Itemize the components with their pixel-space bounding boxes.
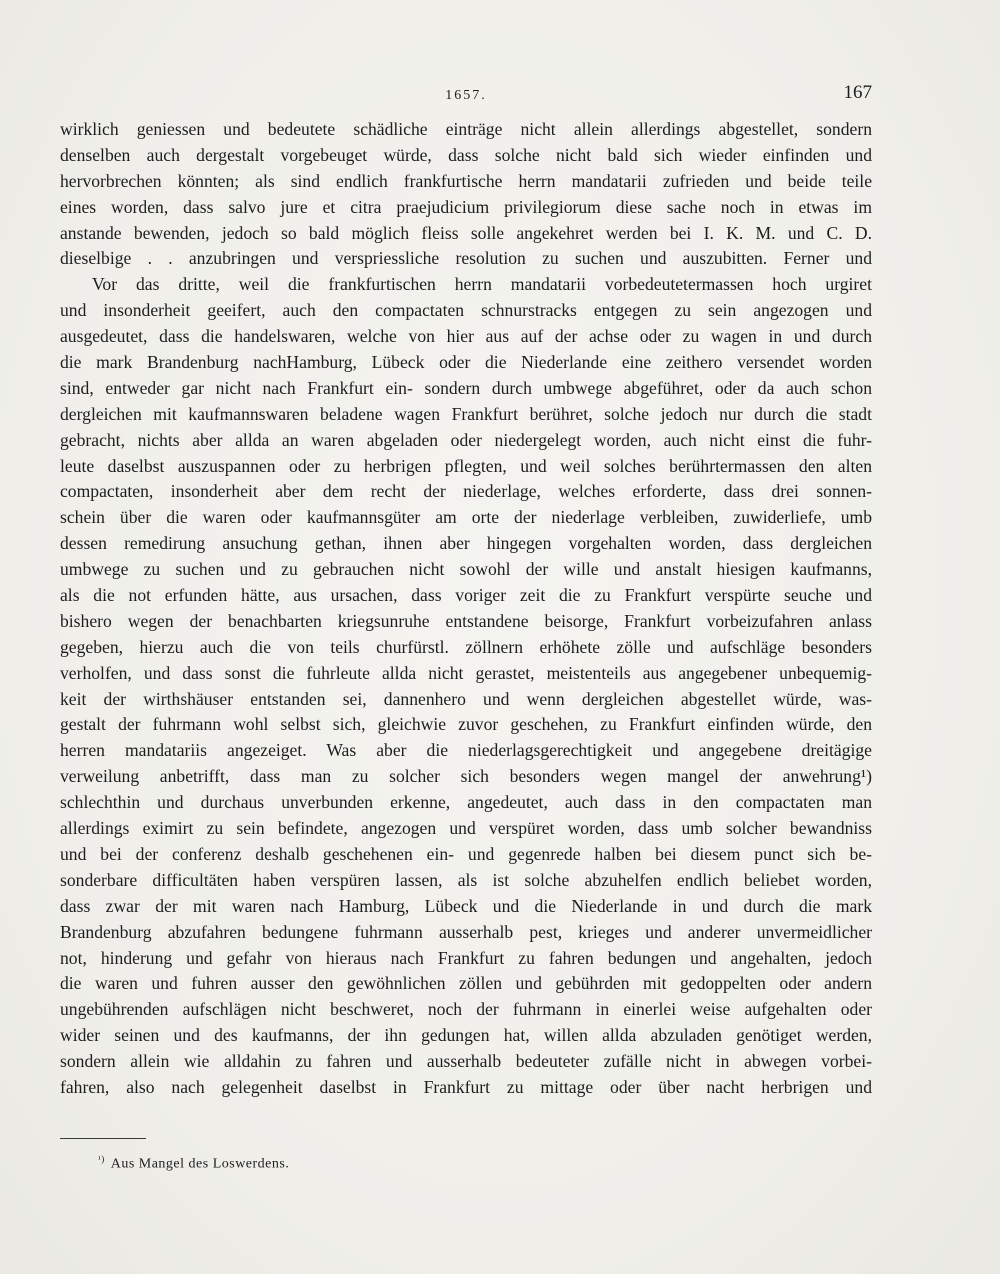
text-line: und insonderheit geeifert, auch den compactaten schnurstracks entgegen zu sein angezogen und xyxy=(60,300,872,321)
text-line: sonderbare difficultäten haben verspüren lassen, als ist solche abzuhelfen endlich beliebet worden, xyxy=(60,869,872,890)
text-line: schlechthin und durchaus unverbunden erkenne, angedeutet, auch dass in den compactaten man xyxy=(60,792,872,813)
text-line: sind, entweder gar nicht nach Frankfurt ein- sondern durch umbwege abgeführet, oder da auch schon xyxy=(60,377,872,398)
text-line: und bei der conferenz deshalb geschehenen ein- und gegenrede halben bei diesem punct sich be- xyxy=(60,843,872,864)
footnote-text: Aus Mangel des Loswerdens. xyxy=(110,1156,290,1172)
text-line: keit der wirthshäuser entstanden sei, dannenhero und wenn dergleichen abgestellet würde, was- xyxy=(60,688,872,709)
footnote-divider xyxy=(60,1138,146,1139)
text-line: fahren, also nach gelegenheit daselbst in Frankfurt zu mittage oder über nacht herbrigen und xyxy=(60,1076,872,1097)
page-number: 167 xyxy=(843,82,872,103)
text-line: dessen remedirung ansuchung gethan, ihnen aber hingegen vorgehalten worden, dass dergleichen xyxy=(60,533,872,554)
text-line: ausgedeutet, dass die handelswaren, welche von hier aus auf der achse oder zu wagen in und durch xyxy=(60,326,872,347)
text-line: die waren und fuhren ausser den gewöhnlichen zöllen und gebührden mit gedoppelten oder andern xyxy=(60,973,872,994)
text-line: Brandenburg abzufahren bedungene fuhrmann ausserhalb pest, krieges und anderer unvermeidlicher xyxy=(60,921,872,942)
text-line: verholfen, und dass sonst die fuhrleute allda nicht gerastet, meistenteils aus angegebener unbequemig- xyxy=(60,662,872,683)
text-line: denselben auch dergestalt vorgebeuget würde, dass solche nicht bald sich wieder einfinden und xyxy=(60,144,872,165)
text-line: schein über die waren oder kaufmannsgüter am orte der niederlage verbleiben, zuwiderliefe, umb xyxy=(60,507,872,528)
header-year: 1657. xyxy=(445,88,487,103)
text-line: dergleichen mit kaufmannswaren beladene wagen Frankfurt berühret, solche jedoch nur durch die stadt xyxy=(60,403,872,424)
text-line: compactaten, insonderheit aber dem recht der niederlage, welches erforderte, dass drei sonnen- xyxy=(60,481,872,502)
text-line: als die not erfunden hätte, aus ursachen, dass voriger zeit die zu Frankfurt verspürte seuche und xyxy=(60,585,872,606)
text-line: umbwege zu suchen und zu gebrauchen nicht sowohl der wille und anstalt hiesigen kaufmanns, xyxy=(60,559,872,580)
text-line: Vor das dritte, weil die frankfurtischen herrn mandatarii vorbedeutetermassen hoch urgiret xyxy=(92,274,872,295)
text-line: gebracht, nichts aber allda an waren abgeladen oder niedergelegt worden, auch nicht einst die fuhr- xyxy=(60,429,872,450)
text-line: wider seinen und des kaufmanns, der ihn gedungen hat, willen allda abzuladen genötiget werden, xyxy=(60,1025,872,1046)
text-line: leute daselbst auszuspannen oder zu herbrigen pflegten, und weil solches berührtermassen den alten xyxy=(60,455,872,476)
text-line: bishero wegen der benachbarten kriegsunruhe entstandene beisorge, Frankfurt vorbeizufahren anlass xyxy=(60,610,872,631)
text-line: ungebührenden aufschlägen nicht beschweret, noch der fuhrmann in einerlei weise aufgehalten oder xyxy=(60,999,872,1020)
text-line: wirklich geniessen und bedeutete schädliche einträge nicht allein allerdings abgestellet, sondern xyxy=(60,119,872,139)
text-line: anstande bewenden, jedoch so bald möglich fleiss solle angekehret werden bei I. K. M. und C. D. xyxy=(60,222,872,243)
text-line: gestalt der fuhrmann wohl selbst sich, gleichwie zuvor geschehen, zu Frankfurt einfinden würde, den xyxy=(60,714,872,735)
text-line: gegeben, hierzu auch die von teils churfürstl. zöllnern erhöhete zölle und aufschläge besonders xyxy=(60,636,872,657)
text-line: allerdings eximirt zu sein befindete, angezogen und verspüret worden, dass umb solcher bewandniss xyxy=(60,818,872,839)
text-line: hervorbrechen könnten; als sind endlich frankfurtische herrn mandatarii zufrieden und beide teile xyxy=(60,170,872,191)
text-line: eines worden, dass salvo jure et citra praejudicium privilegiorum diese sache noch in etwas im xyxy=(60,196,872,217)
footnote xyxy=(98,1154,289,1173)
text-line: die mark Brandenburg nachHamburg, Lübeck oder die Niederlande eine zeithero versendet worden xyxy=(60,352,872,373)
body-text xyxy=(60,117,872,1101)
text-line: verweilung anbetrifft, dass man zu solcher sich besonders wegen mangel der anwehrung¹) xyxy=(60,766,872,787)
text-line: dieselbige . . anzubringen und verspriessliche resolution zu suchen und auszubitten. Ferner und xyxy=(60,248,872,269)
text-line: sondern allein wie alldahin zu fahren und ausserhalb bedeuteter zufälle nicht in abwegen vorbei- xyxy=(60,1051,872,1072)
text-line: not, hinderung und gefahr von hieraus nach Frankfurt zu fahren bedungen und angehalten, jedoch xyxy=(60,947,872,968)
footnote-marker: ¹) xyxy=(98,1154,105,1164)
text-line: dass zwar der mit waren nach Hamburg, Lübeck und die Niederlande in und durch die mark xyxy=(60,895,872,916)
text-line: herren mandatariis angezeiget. Was aber die niederlagsgerechtigkeit und angegebene dreitägige xyxy=(60,740,872,761)
running-header xyxy=(60,82,872,106)
